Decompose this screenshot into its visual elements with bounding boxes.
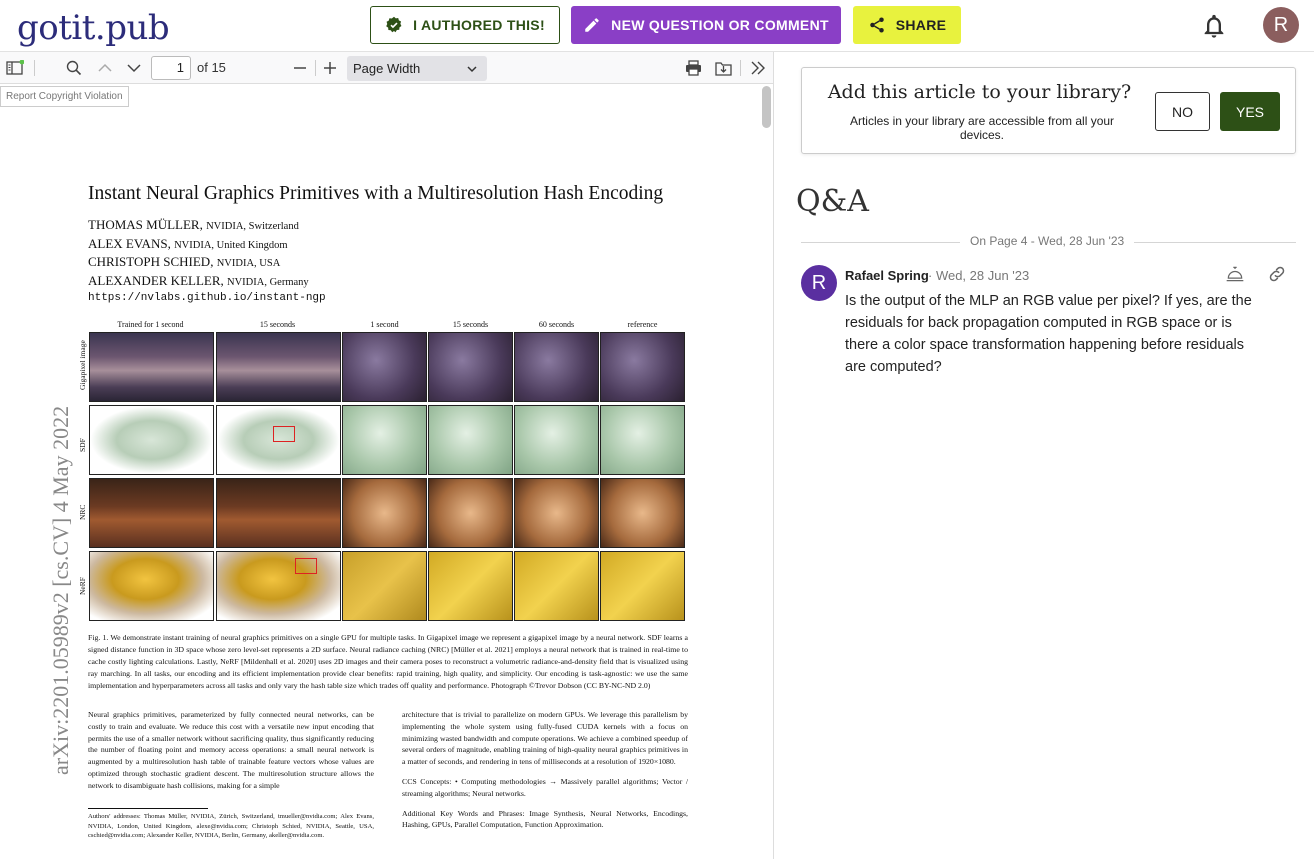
figure-column-header: 60 seconds	[538, 320, 575, 329]
project-url[interactable]: https://nvlabs.github.io/instant-ngp	[88, 292, 326, 304]
comment-avatar[interactable]: R	[801, 265, 837, 301]
chevron-up-icon[interactable]	[95, 58, 115, 78]
share-icon	[868, 16, 886, 34]
page-number-input[interactable]: 1	[151, 56, 191, 80]
zoom-box	[295, 558, 317, 574]
authored-label: I AUTHORED THIS!	[413, 17, 545, 33]
library-prompt-title: Add this article to your library?	[827, 81, 1132, 103]
notification-bell-icon[interactable]	[1200, 12, 1228, 40]
qa-heading: Q&A	[796, 184, 869, 219]
share-button[interactable]	[853, 6, 961, 44]
zoom-select[interactable]	[347, 56, 487, 81]
ccs-concepts: CCS Concepts: • Computing methodologies → Massively parallel algorithms; Vector / streaming algorithms; Neural networks.	[402, 776, 688, 798]
figure-thumbnail-nerf	[514, 551, 599, 621]
figure-thumbnail-nrc	[600, 478, 685, 548]
figure-thumbnail-nrc	[342, 478, 427, 548]
pencil-icon	[583, 16, 601, 34]
abstract-text: architecture that is trivial to parallelize on modern GPUs. We leverage this parallelism by implementing the whole system using fully-fused CUDA kernels with a focus on minimizing wasted bandwidth and compute operations. We achieve a combined speedup of several orders of magnitude, enabling training of high-quality neural graphics primitives in a matter of seconds, and rendering in tens of milliseconds at a resolution of 1920×1080.	[402, 710, 688, 767]
chevron-down-icon[interactable]	[124, 58, 144, 78]
figure-thumbnail-sdf	[216, 405, 341, 475]
figure-thumbnail-sdf	[600, 405, 685, 475]
figure-thumbnail-gigapixel	[342, 332, 427, 402]
figure-column-header: 15 seconds	[259, 320, 296, 329]
figure-thumbnail-nerf	[89, 551, 214, 621]
share-label: SHARE	[895, 17, 947, 33]
footnote-rule	[88, 808, 208, 809]
comment-body: Is the output of the MLP an RGB value per pixel? If yes, are the residuals for back propagation computed in RGB space or is there a color space transformation happening before residuals are computed?	[845, 293, 1252, 375]
figure-thumbnail-sdf	[514, 405, 599, 475]
figure-thumbnail-gigapixel	[89, 332, 214, 402]
figure-row-label: NeRF	[78, 577, 87, 595]
figure-thumbnail-nerf	[600, 551, 685, 621]
author-line	[88, 273, 309, 292]
author-name: ALEX EVANS,	[88, 235, 171, 251]
scrollbar-thumb[interactable]	[762, 86, 771, 128]
figure-thumbnail-gigapixel	[600, 332, 685, 402]
print-icon[interactable]	[683, 58, 703, 78]
comment-author[interactable]: Rafael Spring	[845, 268, 929, 283]
figure-row-label: NRC	[78, 504, 87, 520]
figure-row-label: SDF	[78, 438, 87, 452]
library-yes-button[interactable]: YES	[1220, 92, 1280, 131]
user-avatar[interactable]: R	[1263, 7, 1299, 43]
figure-caption: Fig. 1. We demonstrate instant training of neural graphics primitives on a single GPU for multiple tasks. In Gigapixel image we represent a gigapixel image by a neural network. SDF learns a signed distance function in 3D space whose zero level-set represents a 2D surface. Neural radiance caching (NRC) [Müller et al. 2021] employs a neural network that is trained in real-time to cache costly lighting calculations. Lastly, NeRF [Mildenhall et al. 2020] uses 2D images and their camera poses to reconstruct a volumetric radiance-and-density field that is visualized using ray marching. In all tasks, our encoding and its efficient implementation provide clear benefits: rapid training, high quality, and simplicity. Our encoding is task-agnostic: we use the same implementation and hyperparameters across all tasks and only vary the hash table size which trades off quality and performance. Photograph ©Trevor Dobson (CC BY-NC-ND 2.0)	[88, 633, 688, 690]
pdf-viewer	[0, 52, 774, 859]
author-line	[88, 254, 309, 273]
library-prompt-card	[801, 67, 1296, 154]
library-prompt-subtitle: Articles in your library are accessible from all your devices.	[849, 114, 1115, 142]
zoom-select-value: Page Width	[353, 61, 421, 76]
page-divider-label[interactable]: On Page 4 - Wed, 28 Jun '23	[960, 234, 1134, 248]
new-question-button[interactable]	[571, 6, 841, 44]
download-icon[interactable]	[713, 58, 733, 78]
figure-thumbnail-nerf	[342, 551, 427, 621]
top-bar	[0, 0, 1314, 52]
pdf-toolbar	[0, 52, 774, 84]
authored-button[interactable]	[370, 6, 560, 44]
figure-thumbnail-gigapixel	[216, 332, 341, 402]
paper-title: Instant Neural Graphics Primitives with a Multiresolution Hash Encoding	[88, 183, 664, 204]
zoom-out-icon[interactable]	[290, 58, 310, 78]
service-bell-icon[interactable]	[1225, 264, 1245, 284]
toolbar-separator	[34, 60, 35, 76]
keywords: Additional Key Words and Phrases: Image Synthesis, Neural Networks, Encodings, Hashing, GPUs, Parallel Computation, Function Approximation.	[402, 808, 688, 830]
figure-thumbnail-nrc	[89, 478, 214, 548]
author-affiliation: NVIDIA, USA	[216, 258, 281, 269]
author-addresses-footnote: Authors' addresses: Thomas Müller, NVIDIA, Zürich, Switzerland, tmueller@nvidia.com; Alex Evans, NVIDIA, London, United Kingdom, alexe@nvidia.com; Christoph Schied, NVIDIA, Seattle, USA, cschied@nvidia.com; Alexander Keller, NVIDIA, Berlin, Germany, akeller@nvidia.com.	[88, 813, 374, 839]
link-icon[interactable]	[1267, 264, 1287, 284]
author-affiliation: NVIDIA, Germany	[227, 276, 309, 288]
double-chevron-right-icon[interactable]	[748, 58, 768, 78]
figure-column-header: 15 seconds	[452, 320, 489, 329]
zoom-in-icon[interactable]	[320, 58, 340, 78]
page-total: of 15	[197, 60, 226, 75]
figure-thumbnail-nrc	[216, 478, 341, 548]
abstract-column-2	[402, 709, 688, 831]
qa-panel	[775, 52, 1314, 859]
author-name: CHRISTOPH SCHIED,	[88, 254, 214, 269]
author-line	[88, 217, 309, 236]
author-affiliation: NVIDIA, Switzerland	[206, 221, 299, 232]
search-icon[interactable]	[64, 58, 84, 78]
figure-row-label: Gigapixel image	[78, 340, 87, 390]
figure-thumbnail-sdf	[342, 405, 427, 475]
logo[interactable]: gotit.pub	[17, 8, 170, 48]
toolbar-separator	[740, 60, 741, 76]
figure-thumbnail-nrc	[514, 478, 599, 548]
toolbar-separator	[315, 60, 316, 76]
figure-thumbnail-gigapixel	[514, 332, 599, 402]
abstract-column-1: Neural graphics primitives, parameterized by fully connected neural networks, can be costly to train and evaluate. We reduce this cost with a versatile new input encoding that permits the use of a smaller network without sacrificing quality, thus significantly reducing the number of floating point and memory access operations: a small neural network is augmented by a multiresolution hash table of trainable feature vectors whose values are optimized through stochastic gradient descent. The multiresolution structure allows the network to disambiguate hash collisions, making for a simple	[88, 710, 374, 790]
chevron-down-icon	[467, 56, 477, 81]
figure-thumbnail-gigapixel	[428, 332, 513, 402]
zoom-box	[273, 426, 295, 442]
figure-column-header: reference	[627, 320, 658, 329]
pdf-page	[0, 85, 760, 859]
figure-thumbnail-nerf	[216, 551, 341, 621]
sidebar-toggle-icon[interactable]	[5, 58, 25, 78]
teaser-figure	[78, 320, 688, 620]
author-affiliation: NVIDIA, United Kingdom	[174, 239, 288, 251]
figure-thumbnail-sdf	[89, 405, 214, 475]
figure-column-header: 1 second	[370, 320, 399, 329]
author-list	[88, 217, 309, 291]
report-copyright-link[interactable]: Report Copyright Violation	[0, 86, 129, 107]
verified-badge-icon	[385, 16, 403, 34]
author-line	[88, 236, 309, 255]
arxiv-stamp: arXiv:2201.05989v2 [cs.CV] 4 May 2022	[48, 405, 73, 775]
figure-column-header: Trained for 1 second	[117, 320, 184, 329]
figure-thumbnail-sdf	[428, 405, 513, 475]
figure-thumbnail-nerf	[428, 551, 513, 621]
library-no-button[interactable]: NO	[1155, 92, 1210, 131]
author-name: ALEXANDER KELLER,	[88, 272, 224, 288]
new-question-label: NEW QUESTION OR COMMENT	[611, 17, 829, 33]
figure-thumbnail-nrc	[428, 478, 513, 548]
comment-date: · Wed, 28 Jun '23	[928, 268, 1030, 283]
author-name: THOMAS MÜLLER,	[88, 217, 203, 232]
